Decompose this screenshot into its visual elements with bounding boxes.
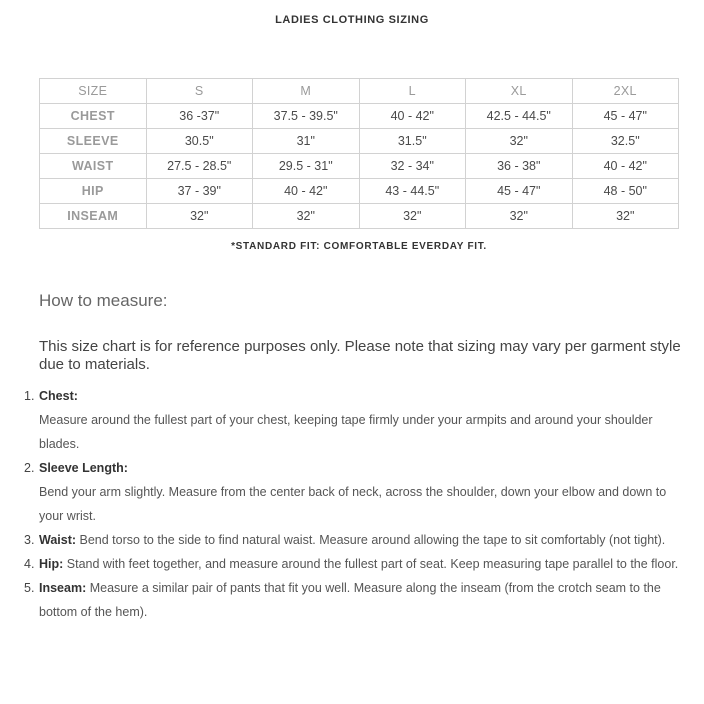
table-cell: 40 - 42": [253, 179, 360, 204]
row-label: SLEEVE: [40, 129, 147, 154]
table-cell: 30.5": [146, 129, 253, 154]
table-cell: 36 - 38": [466, 154, 573, 179]
fit-note: *STANDARD FIT: COMFORTABLE EVERDAY FIT.: [231, 241, 487, 252]
table-cell: 32": [466, 204, 573, 229]
header-cell-m: M: [253, 79, 360, 104]
how-to-measure-heading: How to measure:: [39, 291, 168, 310]
list-item-sleeve-length: [24, 456, 684, 528]
row-label: WAIST: [40, 154, 147, 179]
table-cell: 32.5": [572, 129, 679, 154]
table-row-inseam: [40, 204, 679, 229]
list-item-inseam: [24, 576, 684, 624]
table-cell: 43 - 44.5": [359, 179, 466, 204]
table-cell: 32": [466, 129, 573, 154]
list-number: 5.: [24, 581, 35, 595]
step-text: Measure around the fullest part of your chest, keeping tape firmly under your armpits and around your shoulder blades.: [39, 413, 653, 451]
table-cell: 45 - 47": [466, 179, 573, 204]
table-cell: 31.5": [359, 129, 466, 154]
header-cell-xl: XL: [466, 79, 573, 104]
header-cell-s: S: [146, 79, 253, 104]
size-chart-table: [39, 78, 679, 229]
table-header-row: [40, 79, 679, 104]
list-item-chest: [24, 384, 684, 456]
list-number: 4.: [24, 557, 35, 571]
list-number: 2.: [24, 461, 35, 475]
table-cell: 37.5 - 39.5": [253, 104, 360, 129]
list-item-waist: [24, 528, 684, 552]
step-label: Waist:: [39, 533, 77, 547]
list-number: 3.: [24, 533, 35, 547]
table-row-chest: [40, 104, 679, 129]
measure-steps-list: [24, 384, 684, 624]
intro-paragraph: This size chart is for reference purposes only. Please note that sizing may vary per garment style due to materials.: [39, 338, 681, 373]
table-cell: 40 - 42": [359, 104, 466, 129]
table-cell: 36 -37": [146, 104, 253, 129]
table-cell: 45 - 47": [572, 104, 679, 129]
table-cell: 31": [253, 129, 360, 154]
header-cell-size: SIZE: [40, 79, 147, 104]
table-cell: 32": [572, 204, 679, 229]
table-cell: 42.5 - 44.5": [466, 104, 573, 129]
table-cell: 32": [146, 204, 253, 229]
table-cell: 32 - 34": [359, 154, 466, 179]
step-text: Stand with feet together, and measure around the fullest part of seat. Keep measuring tape parallel to the floor.: [63, 557, 679, 571]
table-cell: 32": [359, 204, 466, 229]
step-label: Inseam:: [39, 581, 87, 595]
table-cell: 40 - 42": [572, 154, 679, 179]
row-label: CHEST: [40, 104, 147, 129]
step-label: Sleeve Length:: [39, 461, 128, 475]
table-cell: 37 - 39": [146, 179, 253, 204]
page-title: LADIES CLOTHING SIZING: [275, 14, 429, 26]
step-label: Chest:: [39, 389, 78, 403]
step-text: Bend torso to the side to find natural waist. Measure around allowing the tape to sit comfortably (not tight).: [76, 533, 666, 547]
step-label: Hip:: [39, 557, 64, 571]
list-number: 1.: [24, 389, 35, 403]
table-cell: 29.5 - 31": [253, 154, 360, 179]
table-row-waist: [40, 154, 679, 179]
table-cell: 48 - 50": [572, 179, 679, 204]
list-item-hip: [24, 552, 684, 576]
table-cell: 27.5 - 28.5": [146, 154, 253, 179]
header-cell-l: L: [359, 79, 466, 104]
row-label: HIP: [40, 179, 147, 204]
table-row-hip: [40, 179, 679, 204]
row-label: INSEAM: [40, 204, 147, 229]
table-row-sleeve: [40, 129, 679, 154]
step-text: Bend your arm slightly. Measure from the center back of neck, across the shoulder, down your elbow and down to your wrist.: [39, 485, 667, 523]
table-cell: 32": [253, 204, 360, 229]
step-text: Measure a similar pair of pants that fit you well. Measure along the inseam (from the crotch seam to the bottom of the hem).: [39, 581, 661, 619]
header-cell-2xl: 2XL: [572, 79, 679, 104]
